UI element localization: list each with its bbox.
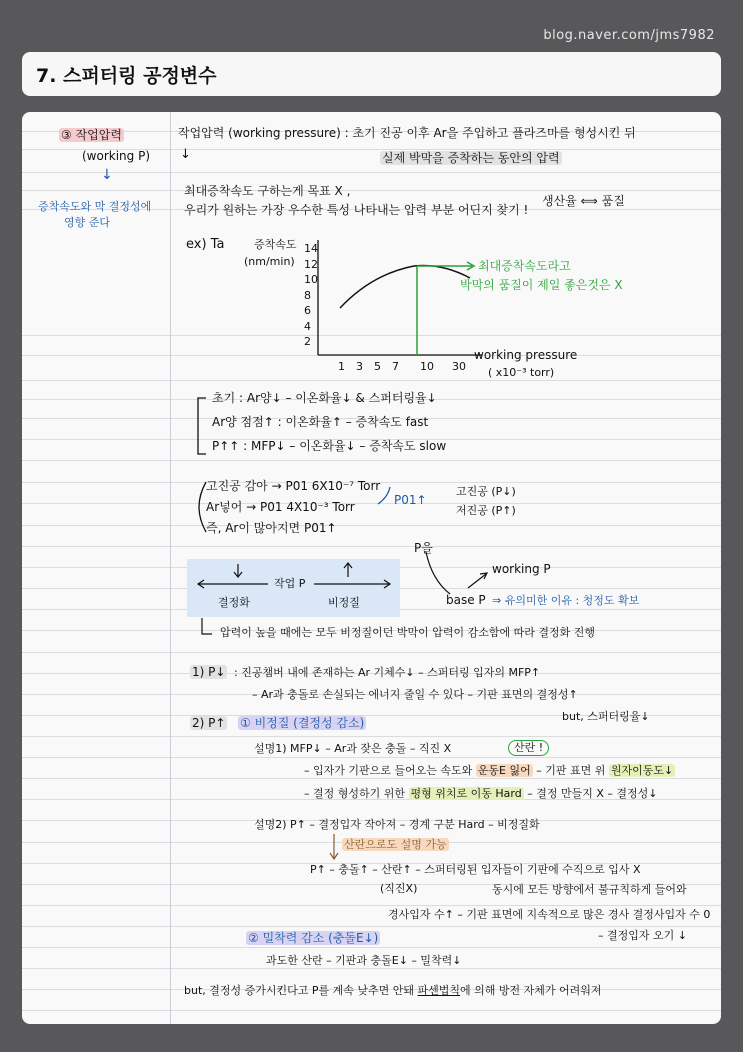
chart-y-tick: 2 [304, 335, 311, 348]
diagram-base-label: base P [446, 593, 486, 607]
chart-y-tick: 14 [304, 242, 318, 255]
intro-line4: 우리가 원하는 가장 우수한 특성 나타내는 압력 부분 어딘지 찾기 ! [184, 203, 529, 217]
s2-explain1-line2: – 입자가 기판으로 들어오는 속도와 운동E 잃어 – 기판 표면 위 원자이동도↓ [304, 764, 674, 777]
chart-example-label: ex) Ta [186, 237, 225, 252]
pressure-line3: 즉, Ar이 많아지면 P01↑ [206, 521, 337, 535]
pressure-low-vacuum: 저진공 (P↑) [456, 504, 516, 517]
sidebar-heading: ③ 작업압력 [61, 128, 122, 142]
intro-line3: 최대증착속도 구하는게 목표 X , [184, 184, 351, 198]
title-card [22, 52, 721, 96]
diagram-working-label: working P [492, 562, 551, 576]
s2-label: 2) P↑ [192, 716, 226, 730]
diagram-p-label: P을 [414, 541, 433, 555]
chart-yunit: (nm/min) [244, 255, 295, 268]
sidebar-note-line2: 영향 준다 [64, 216, 111, 229]
s2-heading2-line1: 과도한 산란 – 기판과 충돌E↓ – 밀착력↓ [266, 954, 462, 967]
intro-line2: 실제 박막을 증착하는 동안의 압력 [382, 151, 560, 165]
chart-y-tick: 12 [304, 257, 318, 271]
s2-explain1-head: 설명1) MFP↓ – Ar과 잦은 충돌 – 직진 X [254, 742, 452, 755]
s2-explain2-line4: – 결정입자 오기 ↓ [598, 929, 687, 942]
s2-explain2-head: 설명2) P↑ – 결정입자 작아져 – 경계 구분 Hard – 비정질화 [254, 818, 540, 831]
s1-line1: : 진공챔버 내에 존재하는 Ar 기체수↓ – 스퍼터링 입자의 MFP↑ [234, 666, 541, 679]
sidebar-note-line1: 증착속도와 막 결정성에 [38, 200, 152, 213]
s2-explain1-line3: – 결정 형성하기 위한 평형 위치로 이동 Hard – 결정 만들지 X – 결정성↓ [304, 787, 658, 800]
chart-ylabel: 증착속도 [254, 238, 297, 251]
s2-explain2-line2: 동시에 모든 방향에서 불규칙하게 들어와 [492, 883, 687, 896]
chart-y-tick: 8 [304, 288, 311, 302]
intro-arrow: ↓ [180, 147, 191, 162]
page-title: 7. 스퍼터링 공정변수 [36, 65, 217, 87]
s2-heading2: ② 밀착력 감소 (충돌E↓) [248, 931, 379, 945]
s2-explain2-note: 산란으로도 설명 가능 [344, 838, 447, 851]
chart-x-tick: 3 [356, 360, 363, 373]
s1-line2: – Ar과 충돌로 손실되는 에너지 줄일 수 있다 – 기판 표면의 결정성↑ [252, 688, 578, 701]
chart-x-tick: 5 [374, 360, 381, 373]
s2-heading1: ① 비정질 (결정성 감소) [240, 716, 365, 730]
sidebar-subheading: (working P) [82, 149, 151, 163]
diagram-reason: ⇒ 유의미한 이유 : 청정도 확보 [492, 594, 640, 607]
final-note: but, 결정성 증가시킨다고 P를 계속 낮추면 안돼 파센법칙에 의해 방전 자체가 어려워져 [184, 984, 602, 997]
s2-explain2-line1: P↑ – 충돌↑ – 산란↑ – 스퍼터링된 입자들이 기판에 수직으로 입사 X [310, 863, 641, 876]
process-line1: 초기 : Ar양↓ – 이온화율↓ & 스퍼터링율↓ [212, 391, 437, 405]
diagram-summary: 압력이 높을 때에는 모두 비정질이던 박막이 압력이 감소함에 따라 결정화 진행 [220, 626, 595, 639]
chart-xlabel: working pressure [474, 348, 578, 362]
chart-x-tick: 7 [392, 360, 399, 373]
chart-x-tick: 10 [420, 360, 434, 373]
chart-annotation-line2: 박막의 품질이 제일 좋은것은 X [460, 278, 623, 292]
chart-y-tick: 10 [304, 273, 318, 286]
process-line2: Ar양 점점↑ : 이온화율↑ – 증착속도 fast [212, 415, 429, 429]
pressure-line2: Ar넣어 → P01 4X10⁻³ Torr [206, 500, 355, 514]
intro-line1: 작업압력 (working pressure) : 초기 진공 이후 Ar을 주입하고 플라즈마를 형성시킨 뒤 [178, 126, 636, 140]
chart-annotation-line1: 최대증착속도라고 [478, 259, 571, 273]
diagram-mid-label: 작업 P [274, 577, 306, 590]
watermark: blog.naver.com/jms7982 [543, 28, 715, 43]
s2-explain2-line3: 경사입자 수↑ – 기판 표면에 지속적으로 많은 경사 결정사입자 수 0 [388, 908, 711, 921]
pressure-line1: 고진공 감아 → P01 6X10⁻⁷ Torr [206, 479, 381, 493]
chart-y-tick: 4 [304, 319, 311, 333]
diagram-right-label: 비정질 [328, 596, 360, 609]
process-line3: P↑↑ : MFP↓ – 이온화율↓ – 증착속도 slow [212, 439, 447, 453]
s2-scatter-tag: 산란 ! [508, 740, 549, 756]
tradeoff-note: 생산율 ⟺ 품질 [542, 194, 625, 208]
pressure-high-vacuum: 고진공 (P↓) [456, 485, 516, 498]
chart-x-tick: 30 [452, 360, 466, 373]
s2-explain2-straight: (직진X) [380, 882, 418, 895]
pressure-p-up: P01↑ [394, 493, 427, 507]
s1-line3: but, 스퍼터링율↓ [562, 710, 650, 723]
diagram-left-label: 결정화 [218, 596, 250, 609]
chart-x-tick: 1 [338, 360, 345, 373]
s1-label: 1) P↓ [192, 665, 226, 679]
note-page [22, 112, 721, 1024]
sidebar-arrow: ↓ [101, 167, 113, 183]
chart-xunit: ( x10⁻³ torr) [488, 366, 555, 379]
chart-y-tick: 6 [304, 304, 311, 317]
